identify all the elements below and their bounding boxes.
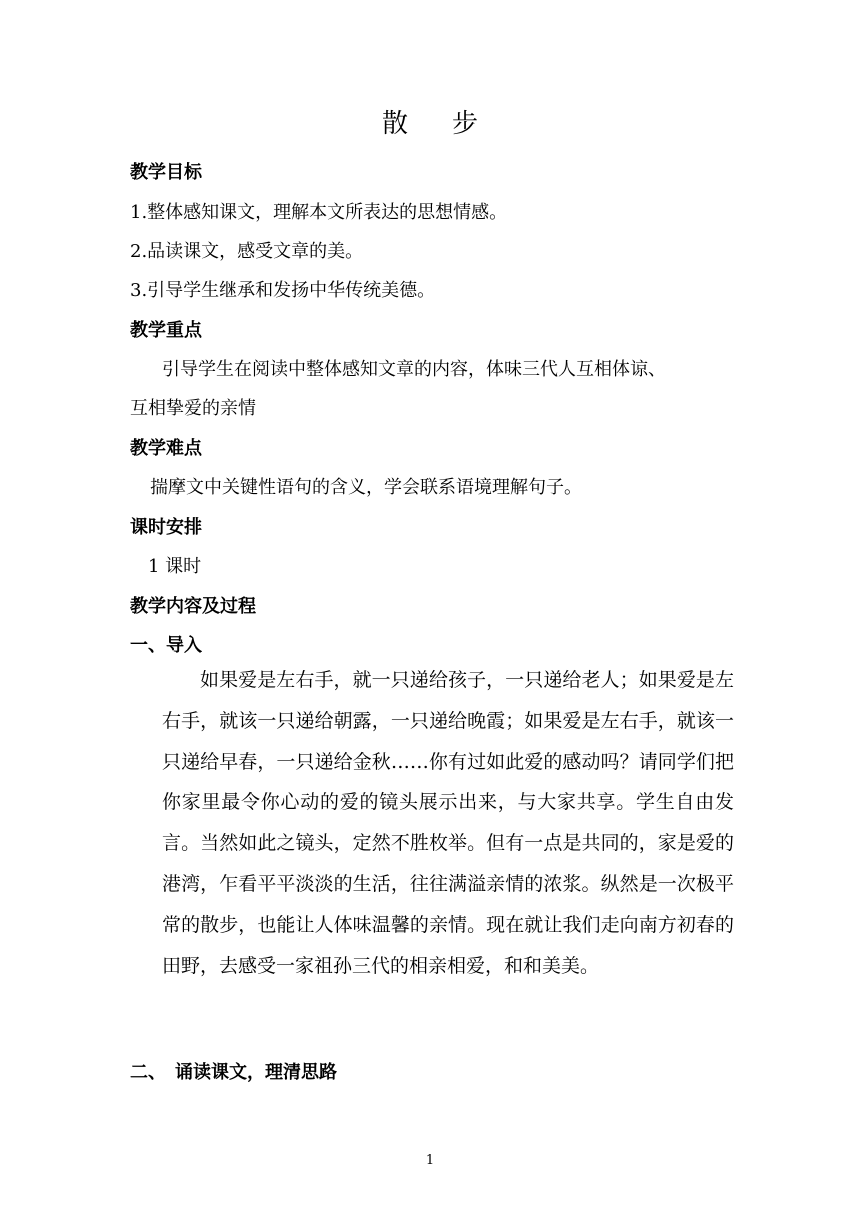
keypoint-text-line2: 互相挚爱的亲情 [130, 398, 256, 419]
page-title: 散 步 [381, 109, 479, 139]
objective-3: 3.引导学生继承和发扬中华传统美德。 [130, 280, 436, 301]
content-heading: 教学内容及过程 [130, 596, 256, 617]
reading-heading: 二、 诵读课文，理清思路 [130, 1062, 337, 1083]
objective-1: 1.整体感知课文，理解本文所表达的思想情感。 [130, 202, 508, 223]
objectives-heading: 教学目标 [130, 162, 202, 183]
page-number: 1 [425, 1153, 435, 1168]
keypoint-text-line1: 引导学生在阅读中整体感知文章的内容，体味三代人互相体谅、 [162, 359, 666, 380]
schedule-text: 1 课时 [148, 556, 202, 577]
schedule-heading: 课时安排 [130, 517, 202, 538]
intro-paragraph: 如果爱是左右手，就一只递给孩子，一只递给老人；如果爱是左右手，就该一只递给朝露，一只递给晚霞；如果爱是左右手，就该一只递给早春，一只递给金秋……你有过如此爱的感动吗？请同学们把你家里最令你心动的爱的镜头展示出来，与大家共享。学生自由发言。当然如此之镜头，定然不胜枚举。但有一点是共同的，家是爱的港湾，乍看平平淡淡的生活，往往满溢亲情的浓浆。纵然是一次极平常的散步，也能让人体味温馨的亲情。现在就让我们走向南方初春的田野，去感受一家祖孙三代的相亲相爱，和和美美。 [162, 669, 734, 977]
intro-heading: 一、导入 [130, 635, 202, 656]
objective-2: 2.品读课文，感受文章的美。 [130, 241, 364, 262]
difficulty-text: 揣摩文中关键性语句的含义，学会联系语境理解句子。 [150, 477, 582, 498]
keypoint-heading: 教学重点 [130, 320, 202, 341]
difficulty-heading: 教学难点 [130, 438, 202, 459]
